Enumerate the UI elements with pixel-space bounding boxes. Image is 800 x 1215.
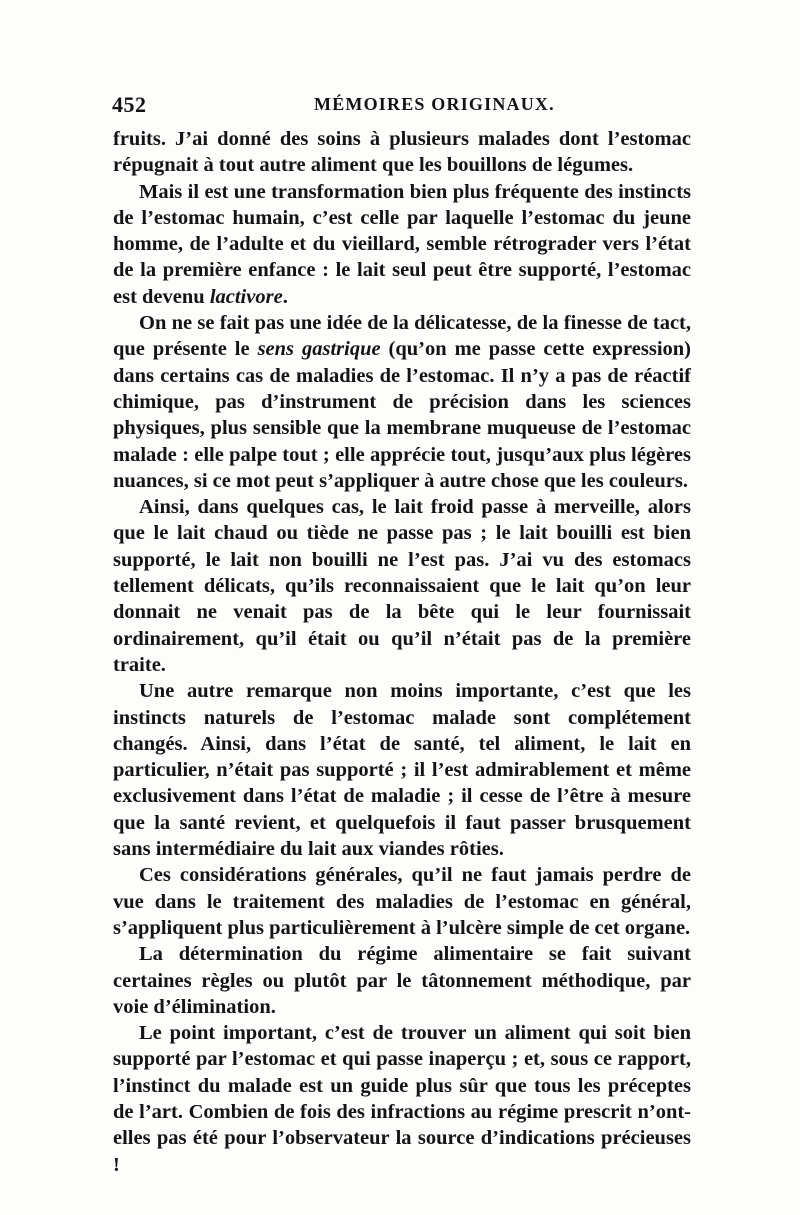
text-run: La détermination du régime alimentaire se fait suivant certaines règles ou plutôt par le tâtonnement méthodique, par voie d’élimination. [113, 943, 691, 1018]
paragraph [113, 862, 691, 941]
page-number: 452 [112, 92, 147, 117]
body-text [113, 126, 691, 1178]
paragraph [113, 678, 691, 862]
text-run: Le point important, c’est de trouver un aliment qui soit bien supporté par l’estomac et qui passe inaperçu ; et, sous ce rapport, l’instinct du malade est un guide plus sûr que tous les préceptes de l’art. Combien de fois des infractions au régime prescrit n’ont-elles pas été pour l’observateur la source d’indications précieuses ! [113, 1022, 691, 1176]
paragraph [113, 494, 691, 678]
paragraph [113, 1020, 691, 1178]
text-run: . [282, 285, 288, 308]
paragraph [113, 126, 691, 179]
text-run: On ne se fait pas une idée de la délicatesse, de la finesse de tact, que présente le [113, 312, 691, 361]
text-run: (qu’on me passe cette expression) dans certains cas de maladies de l’estomac. Il n’y a pas de réactif chimique, pas d’instrument de précision dans les sciences physiques, plus sensible que la membrane muqueuse de l’estomac malade : elle palpe tout ; elle apprécie tout, jusqu’aux plus légères nuances, si ce mot peut s’appliquer à autre chose que les couleurs. [113, 338, 691, 492]
italic-term: lactivore [209, 285, 283, 308]
italic-term: sens gastrique [257, 338, 381, 361]
paragraph [113, 179, 691, 310]
text-run: Mais il est une transformation bien plus fréquente des instincts de l’estomac humain, c’est celle par laquelle l’estomac du jeune homme, de l’adulte et du vieillard, semble rétrograder vers l’état de la première enfance : le lait seul peut être supporté, l’estomac est devenu [113, 180, 691, 308]
text-run: Une autre remarque non moins importante, c’est que les instincts naturels de l’estomac malade sont complétement changés. Ainsi, dans l’état de santé, tel aliment, le lait en particulier, n’était pas supporté ; il l’est admirablement et même exclusivement dans l’état de maladie ; il cesse de l’être à mesure que la santé revient, et quelquefois il faut passer brusquement sans intermédiaire du lait aux viandes rôties. [113, 680, 691, 861]
text-run: Ainsi, dans quelques cas, le lait froid passe à merveille, alors que le lait chaud ou tiède ne passe pas ; le lait bouilli est bien supporté, le lait non bouilli ne l’est pas. J’ai vu des estomacs tellement délicats, qu’ils reconnaissaient que le lait qu’on leur donnait ne venait pas de la bête qui le leur fournissait ordinairement, qu’il était ou qu’il n’était pas de la première traite. [113, 496, 691, 676]
running-title: MÉMOIRES ORIGINAUX. [314, 94, 555, 114]
paragraph [113, 941, 691, 1020]
text-run: Ces considérations générales, qu’il ne faut jamais perdre de vue dans le traitement des maladies de l’estomac en général, s’appliquent plus particulièrement à l’ulcère simple de cet organe. [113, 864, 691, 939]
text-run: fruits. J’ai donné des soins à plusieurs malades dont l’estomac répugnait à tout autre aliment que les bouillons de légumes. [113, 128, 691, 177]
paragraph [113, 310, 691, 494]
page-header [112, 92, 690, 122]
